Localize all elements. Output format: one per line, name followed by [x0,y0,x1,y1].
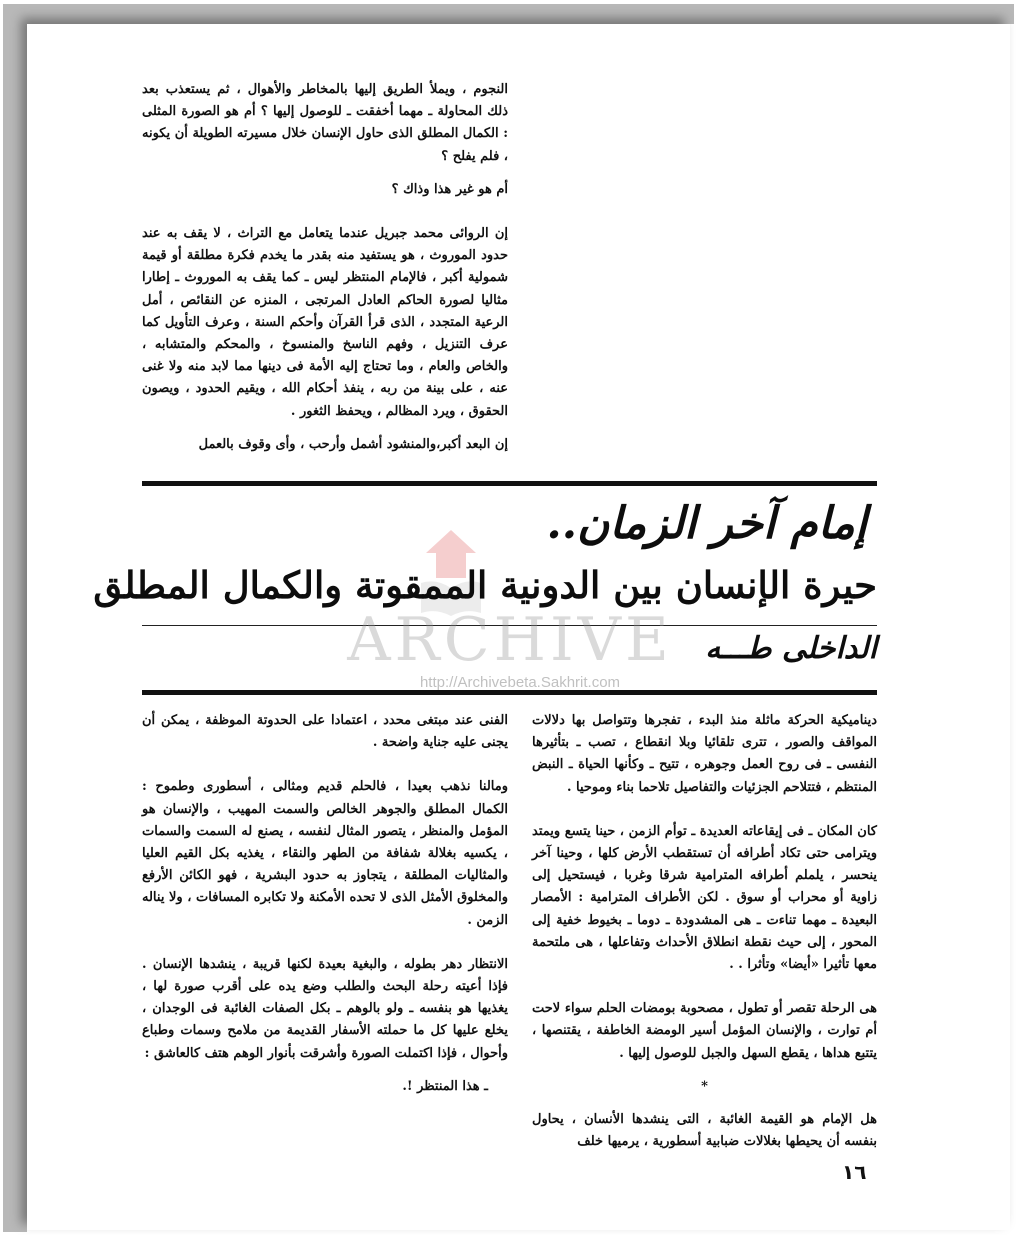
page-number: ١٦ [842,1160,867,1184]
right-text-column [532,710,877,1153]
paragraph: كان المكان ـ فى إيقاعاته العديدة ـ توأم الزمن ، حينا يتسع ويمتد ويترامى حتى تكاد أطرافه أن تستقطب الأرض كلها ، وحينا آخر ينحسر ، يلملم أطرافه المترامية شرقا وغربا ، فيستحيل إلى زاوية أو محراب أو سوق . لكن الأطراف المترامية : الأمصار البعيدة ـ مهما تناءت ـ هى المشدودة ـ دوما ـ بخيوط خفية إلى المحور ، إلى حيث نقطة انطلاق الأحداث وتفاعلها ، هى ملتحمة معها تأثيرا «أيضا» وتأثرا . . [532,823,877,973]
archive-watermark-text: ARCHIVE [347,605,673,675]
paragraph: هل الإمام هو القيمة الغائبة ، التى ينشدها الأنسان ، يحاول بنفسه أن يحيطها بغلالات ضبابية أسطورية ، يرميها خلف [532,1112,877,1150]
paragraph: أم هو غير هذا وذاك ؟ [391,181,508,197]
article-title-line-1: إمام آخر الزمان.. [546,498,867,549]
scanner-frame-left [3,4,27,1232]
archive-watermark-url: http://Archivebeta.Sakhrit.com [419,674,621,691]
top-text-column [142,79,508,456]
article-author: الداخلى طـــه [705,631,877,666]
left-text-column [142,710,508,1098]
paragraph: الانتظار دهر بطوله ، والبغية بعيدة لكنها قريبة ، ينشدها الإنسان . فإذا أعيته رحلة البحث والطلب وضع يده على أقرب صورة لها ، يغذيها هو بنفسه ـ ولو بالوهم ـ بكل الصفات الغائبة فى الوجدان ، يخلع عليها كل ما حملته الأسفار القديمة من ملامح وسمات وطباع وأحوال ، فإذا اكتملت الصورة وأشرقت بأنوار الوهم هتف كالعاشق : [142,956,508,1061]
paragraph: ديناميكية الحركة ماثلة منذ البدء ، تفجرها وتتواصل بها دلالات المواقف والصور ، تترى تلقائيا وبلا انقطاع ، تصب ـ بتأثيرها النفسى ـ فى روح العمل وجوهره ، تتيح ـ وكأنها الحياة ـ النبض المنتظم ، فتتلاحم الجزئيات والتفاصيل تلاحما بناء وموحيا . [532,713,877,795]
paragraph: إن البعد أكبر،والمنشود أشمل وأرحب ، وأى وقوف بالعمل [198,436,508,452]
article-title-line-2: حيرة الإنسان بين الدونية الممقوتة والكمال المطلق [93,563,877,607]
paragraph: إن الروائى محمد جبريل عندما يتعامل مع التراث ، لا يقف به عند حدود الموروث ، هو يستفيد منه بقدر ما يخدم فكرة مطلقة أو قيمة شمولية أكبر ، فالإمام المنتظر ليس ـ كما يقف به الموروث ـ إطارا مثاليا لصورة الحاكم العادل المرتجى ، المنزه عن النقائص ، أمل الرعية المتجدد ، الذى قرأ القرآن وأحكم السنة ، وعرف التأويل كما عرف التنزيل ، وفهم الناسخ والمنسوخ ، والمحكم والمتشابه ، والخاص والعام ، وما تحتاج إليه الأمة فى دينها مما لابد منه ولا غنى عنه ، على بينة من ربه ، ينفذ أحكام الله ، ويقيم الحدود ، ويصون الحقوق ، ويرد المظالم ، ويحفظ الثغور . [142,226,508,419]
paragraph: الفنى عند مبتغى محدد ، اعتمادا على الحدوتة الموظفة ، يمكن أن يجنى عليه جناية واضحة . [142,713,508,751]
section-separator-star: * [701,1078,708,1094]
paragraph: النجوم ، ويملأ الطريق إليها بالمخاطر والأهوال ، ثم يستعذب بعد ذلك المحاولة ـ مهما أخفقت ـ للوصول إليها ؟ أم هو الصورة المثلى : الكمال المطلق الذى حاول الإنسان خلال مسيرته الطويلة أن يكونه ، فلم يفلح ؟ [142,82,508,164]
paragraph: هى الرحلة تقصر أو تطول ، مصحوبة بومضات الحلم سواء لاحت أم توارت ، والإنسان المؤمل أسير الومضة الخاطفة ، يقتنصها ، يتتبع هداها ، يقطع السهل والجبل للوصول إليها . [532,1001,877,1061]
header-rule-middle [142,625,877,626]
paragraph: ومالنا نذهب بعيدا ، فالحلم قديم ومثالى ، أسطورى وطموح : الكمال المطلق والجوهر الخالص والسمت المهيب ، والإنسان هو المؤمل والمنظر ، يتصور المثال لنفسه ، يصنع له السمت والسمات ، يكسيه بغلالة شفافة من الطهر والنقاء ، يغذيه بكل القيم العليا والمثاليات المطلقة ، يتجاوز به حدود البشرية ، فهو الكائن الأرفع والمخلوق الأمثل الذى لا تحده الأمكنة ولا تكابره المسافات ، ولا يناله الزمن . [142,779,508,928]
paragraph: ـ هذا المنتظر !. [402,1078,488,1094]
header-rule-top [142,481,877,486]
scanner-frame-top [3,4,1014,24]
